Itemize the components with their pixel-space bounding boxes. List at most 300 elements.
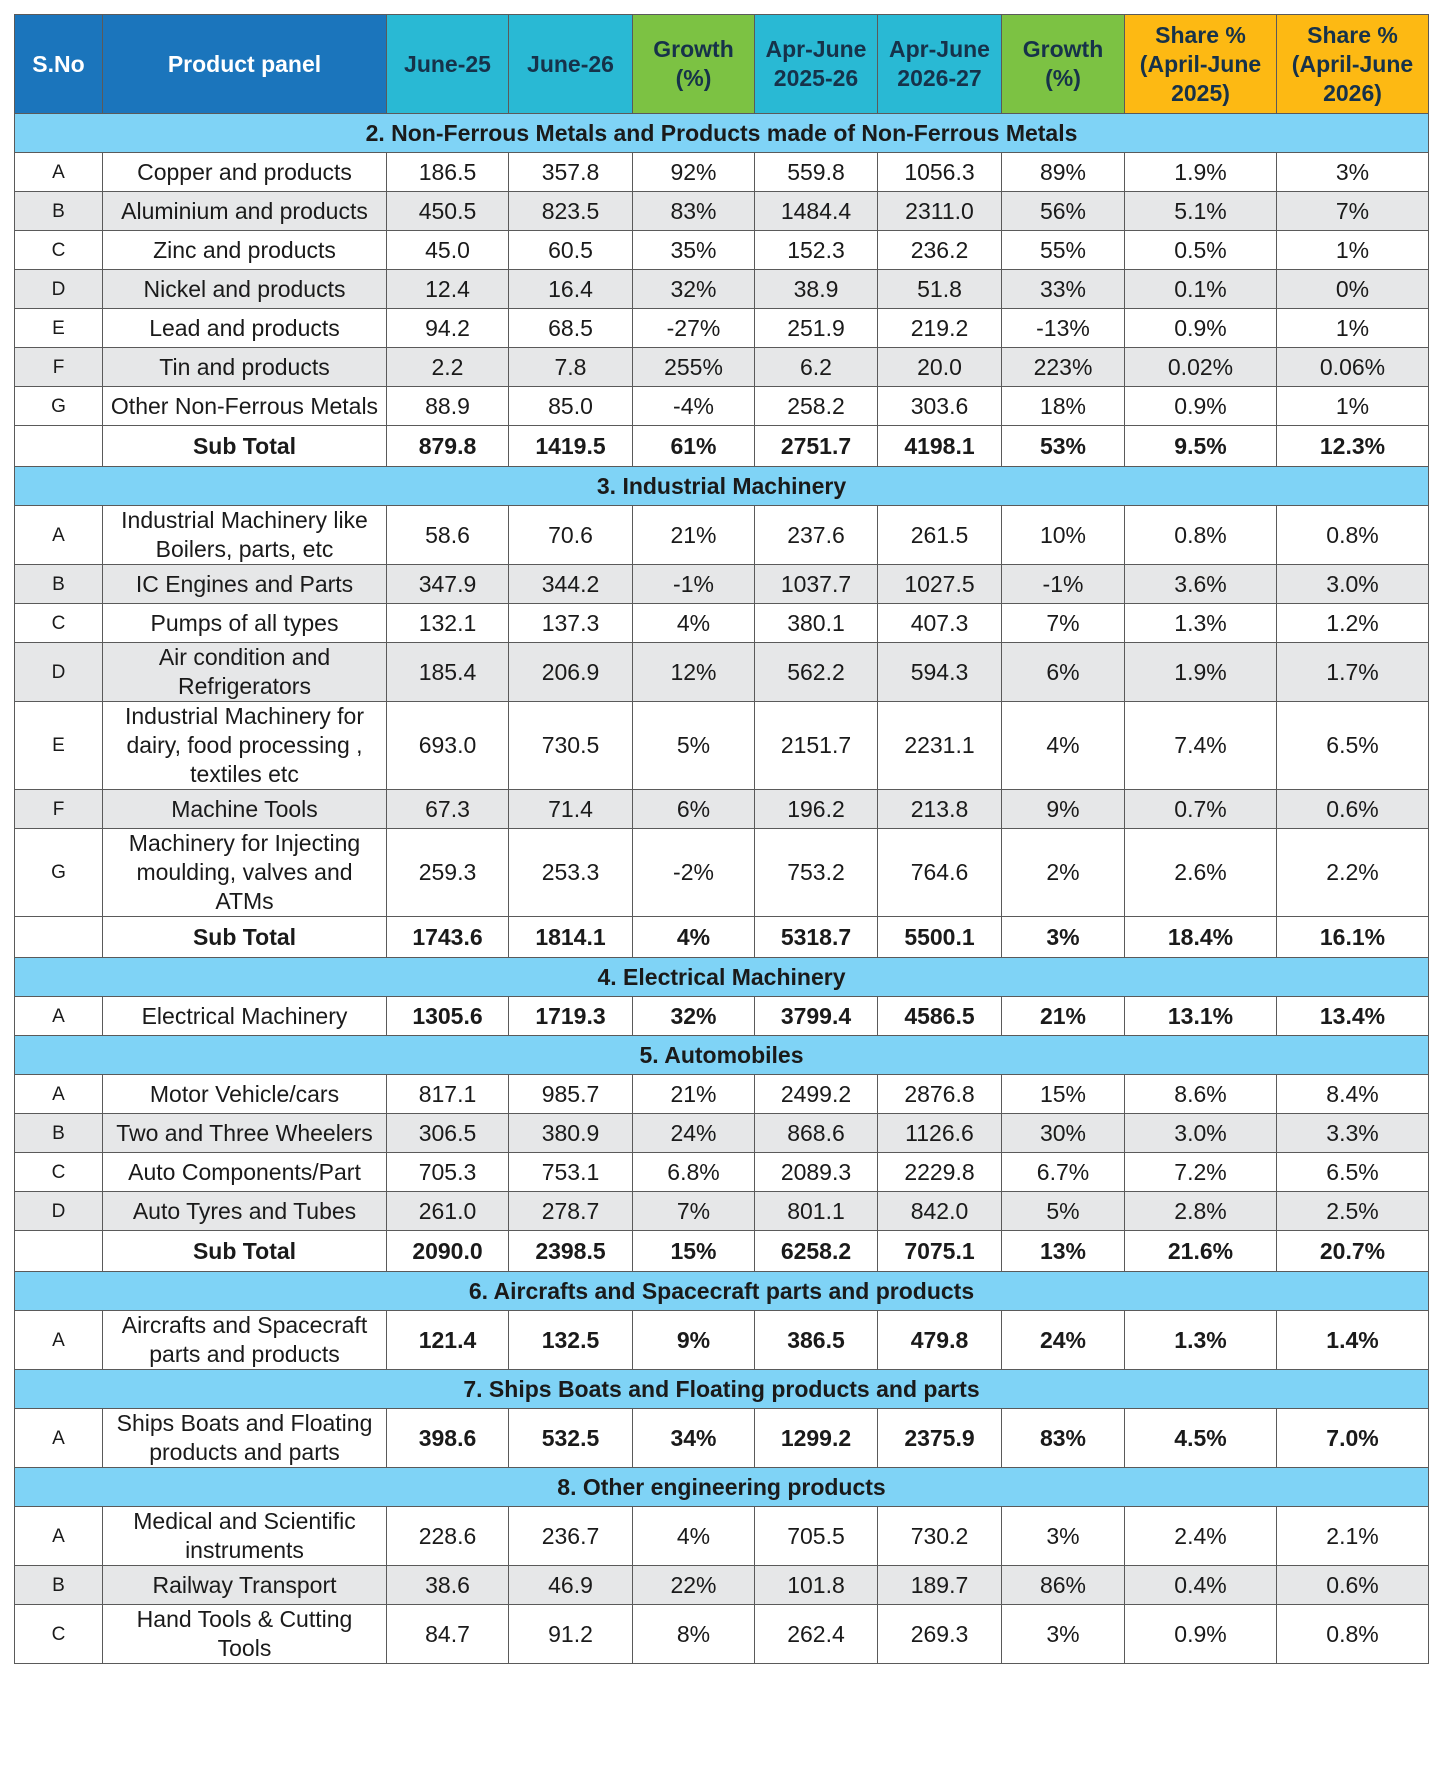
row-sno: A <box>15 153 103 192</box>
table-row <box>15 192 1429 231</box>
row-apr2526: 6.2 <box>755 348 878 387</box>
row-product-name: Two and Three Wheelers <box>103 1114 387 1153</box>
row-sno: E <box>15 309 103 348</box>
table-row <box>15 1311 1429 1370</box>
row-share2025: 0.8% <box>1125 506 1277 565</box>
subtotal-share2026: 12.3% <box>1277 426 1429 467</box>
row-growth1: 32% <box>633 997 755 1036</box>
row-product-name: IC Engines and Parts <box>103 565 387 604</box>
header-june-25: June-25 <box>387 15 509 114</box>
row-apr2627: 730.2 <box>878 1507 1002 1566</box>
table-row <box>15 1507 1429 1566</box>
row-product-name: Tin and products <box>103 348 387 387</box>
row-growth1: 83% <box>633 192 755 231</box>
row-growth1: 6.8% <box>633 1153 755 1192</box>
row-june26: 70.6 <box>509 506 633 565</box>
row-apr2526: 705.5 <box>755 1507 878 1566</box>
table-row <box>15 829 1429 917</box>
row-june25: 1305.6 <box>387 997 509 1036</box>
row-share2025: 5.1% <box>1125 192 1277 231</box>
row-growth1: 92% <box>633 153 755 192</box>
header-share-2025: Share % (April-June 2025) <box>1125 15 1277 114</box>
header-row <box>15 15 1429 114</box>
row-share2025: 8.6% <box>1125 1075 1277 1114</box>
table-row <box>15 348 1429 387</box>
row-share2025: 0.9% <box>1125 387 1277 426</box>
row-growth1: 35% <box>633 231 755 270</box>
row-share2026: 1% <box>1277 231 1429 270</box>
row-product-name: Ships Boats and Floating products and parts <box>103 1409 387 1468</box>
row-apr2627: 764.6 <box>878 829 1002 917</box>
subtotal-row <box>15 426 1429 467</box>
row-growth1: 21% <box>633 1075 755 1114</box>
row-share2026: 1% <box>1277 387 1429 426</box>
row-growth1: 12% <box>633 643 755 702</box>
row-share2026: 0% <box>1277 270 1429 309</box>
row-june25: 67.3 <box>387 790 509 829</box>
row-growth2: 5% <box>1002 1192 1125 1231</box>
table-row <box>15 1153 1429 1192</box>
row-growth1: 32% <box>633 270 755 309</box>
subtotal-apr2526: 5318.7 <box>755 917 878 958</box>
row-apr2526: 386.5 <box>755 1311 878 1370</box>
row-share2025: 0.9% <box>1125 309 1277 348</box>
row-apr2627: 1056.3 <box>878 153 1002 192</box>
row-june25: 88.9 <box>387 387 509 426</box>
subtotal-label: Sub Total <box>103 917 387 958</box>
row-growth2: 89% <box>1002 153 1125 192</box>
table-header <box>15 15 1429 114</box>
row-apr2627: 479.8 <box>878 1311 1002 1370</box>
row-june26: 91.2 <box>509 1605 633 1664</box>
subtotal-sno <box>15 426 103 467</box>
row-share2025: 2.4% <box>1125 1507 1277 1566</box>
row-growth2: 15% <box>1002 1075 1125 1114</box>
section-title: 7. Ships Boats and Floating products and parts <box>15 1370 1429 1409</box>
section-title: 2. Non-Ferrous Metals and Products made of Non-Ferrous Metals <box>15 114 1429 153</box>
row-product-name: Industrial Machinery for dairy, food processing , textiles etc <box>103 702 387 790</box>
table-row <box>15 1409 1429 1468</box>
row-june25: 84.7 <box>387 1605 509 1664</box>
row-growth2: 56% <box>1002 192 1125 231</box>
row-product-name: Aluminium and products <box>103 192 387 231</box>
row-june26: 532.5 <box>509 1409 633 1468</box>
row-june25: 45.0 <box>387 231 509 270</box>
header-growth-month: Growth (%) <box>633 15 755 114</box>
row-sno: E <box>15 702 103 790</box>
row-share2026: 0.06% <box>1277 348 1429 387</box>
row-growth1: 9% <box>633 1311 755 1370</box>
row-june26: 1719.3 <box>509 997 633 1036</box>
row-growth2: 3% <box>1002 1605 1125 1664</box>
row-apr2627: 2229.8 <box>878 1153 1002 1192</box>
section-header-row <box>15 958 1429 997</box>
header-share-2026: Share % (April-June 2026) <box>1277 15 1429 114</box>
row-product-name: Air condition and Refrigerators <box>103 643 387 702</box>
row-apr2627: 2231.1 <box>878 702 1002 790</box>
row-share2026: 3.3% <box>1277 1114 1429 1153</box>
row-share2026: 0.6% <box>1277 1566 1429 1605</box>
row-apr2526: 1299.2 <box>755 1409 878 1468</box>
row-share2026: 0.6% <box>1277 790 1429 829</box>
row-growth2: 86% <box>1002 1566 1125 1605</box>
row-growth1: -1% <box>633 565 755 604</box>
row-june26: 60.5 <box>509 231 633 270</box>
header-apr-june-2025-26: Apr-June 2025-26 <box>755 15 878 114</box>
subtotal-june25: 2090.0 <box>387 1231 509 1272</box>
row-sno: C <box>15 1605 103 1664</box>
row-sno: F <box>15 790 103 829</box>
row-share2025: 0.1% <box>1125 270 1277 309</box>
row-sno: D <box>15 1192 103 1231</box>
subtotal-apr2526: 2751.7 <box>755 426 878 467</box>
subtotal-share2025: 18.4% <box>1125 917 1277 958</box>
row-apr2627: 303.6 <box>878 387 1002 426</box>
row-share2026: 7.0% <box>1277 1409 1429 1468</box>
row-june26: 46.9 <box>509 1566 633 1605</box>
row-sno: A <box>15 506 103 565</box>
row-apr2526: 262.4 <box>755 1605 878 1664</box>
row-june26: 68.5 <box>509 309 633 348</box>
section-title: 8. Other engineering products <box>15 1468 1429 1507</box>
row-product-name: Motor Vehicle/cars <box>103 1075 387 1114</box>
table-row <box>15 790 1429 829</box>
row-june26: 236.7 <box>509 1507 633 1566</box>
row-growth2: 24% <box>1002 1311 1125 1370</box>
row-growth2: -1% <box>1002 565 1125 604</box>
row-growth2: 33% <box>1002 270 1125 309</box>
row-product-name: Aircrafts and Spacecraft parts and products <box>103 1311 387 1370</box>
row-share2026: 0.8% <box>1277 1605 1429 1664</box>
row-share2026: 3% <box>1277 153 1429 192</box>
row-june25: 132.1 <box>387 604 509 643</box>
table-row <box>15 1114 1429 1153</box>
row-june25: 450.5 <box>387 192 509 231</box>
table-row <box>15 1566 1429 1605</box>
subtotal-share2025: 21.6% <box>1125 1231 1277 1272</box>
row-product-name: Copper and products <box>103 153 387 192</box>
row-share2026: 1.4% <box>1277 1311 1429 1370</box>
row-share2026: 6.5% <box>1277 1153 1429 1192</box>
table-row <box>15 309 1429 348</box>
row-june25: 693.0 <box>387 702 509 790</box>
row-growth1: 34% <box>633 1409 755 1468</box>
subtotal-june26: 1419.5 <box>509 426 633 467</box>
row-share2025: 2.8% <box>1125 1192 1277 1231</box>
row-june26: 985.7 <box>509 1075 633 1114</box>
row-sno: B <box>15 1566 103 1605</box>
table-row <box>15 997 1429 1036</box>
row-sno: A <box>15 1075 103 1114</box>
row-apr2627: 213.8 <box>878 790 1002 829</box>
row-june26: 253.3 <box>509 829 633 917</box>
subtotal-june25: 1743.6 <box>387 917 509 958</box>
row-growth1: 255% <box>633 348 755 387</box>
subtotal-apr2627: 5500.1 <box>878 917 1002 958</box>
row-june25: 306.5 <box>387 1114 509 1153</box>
row-apr2627: 219.2 <box>878 309 1002 348</box>
row-apr2526: 152.3 <box>755 231 878 270</box>
row-share2026: 6.5% <box>1277 702 1429 790</box>
row-june25: 261.0 <box>387 1192 509 1231</box>
section-header-row <box>15 1370 1429 1409</box>
row-sno: B <box>15 192 103 231</box>
subtotal-growth2: 13% <box>1002 1231 1125 1272</box>
subtotal-share2026: 16.1% <box>1277 917 1429 958</box>
row-growth2: 7% <box>1002 604 1125 643</box>
row-june26: 137.3 <box>509 604 633 643</box>
row-growth1: 8% <box>633 1605 755 1664</box>
row-apr2526: 1037.7 <box>755 565 878 604</box>
row-june25: 38.6 <box>387 1566 509 1605</box>
row-growth1: 4% <box>633 604 755 643</box>
row-growth2: 10% <box>1002 506 1125 565</box>
row-june26: 753.1 <box>509 1153 633 1192</box>
row-share2025: 0.9% <box>1125 1605 1277 1664</box>
row-june25: 186.5 <box>387 153 509 192</box>
row-apr2627: 236.2 <box>878 231 1002 270</box>
row-apr2627: 269.3 <box>878 1605 1002 1664</box>
row-share2025: 4.5% <box>1125 1409 1277 1468</box>
row-growth1: 22% <box>633 1566 755 1605</box>
row-product-name: Electrical Machinery <box>103 997 387 1036</box>
row-growth2: -13% <box>1002 309 1125 348</box>
row-growth2: 6.7% <box>1002 1153 1125 1192</box>
row-sno: C <box>15 1153 103 1192</box>
table-row <box>15 1075 1429 1114</box>
table-row <box>15 387 1429 426</box>
row-share2025: 7.2% <box>1125 1153 1277 1192</box>
subtotal-row <box>15 917 1429 958</box>
row-sno: A <box>15 997 103 1036</box>
row-june25: 94.2 <box>387 309 509 348</box>
row-apr2526: 380.1 <box>755 604 878 643</box>
row-sno: G <box>15 387 103 426</box>
section-header-row <box>15 1272 1429 1311</box>
row-growth1: -2% <box>633 829 755 917</box>
row-sno: G <box>15 829 103 917</box>
row-share2026: 1.2% <box>1277 604 1429 643</box>
engineering-exports-table <box>14 14 1429 1664</box>
row-apr2526: 753.2 <box>755 829 878 917</box>
row-june25: 58.6 <box>387 506 509 565</box>
row-share2025: 1.3% <box>1125 1311 1277 1370</box>
section-header-row <box>15 1036 1429 1075</box>
row-apr2627: 51.8 <box>878 270 1002 309</box>
row-apr2627: 407.3 <box>878 604 1002 643</box>
header-product-panel: Product panel <box>103 15 387 114</box>
row-share2026: 3.0% <box>1277 565 1429 604</box>
subtotal-growth1: 15% <box>633 1231 755 1272</box>
subtotal-apr2627: 4198.1 <box>878 426 1002 467</box>
row-apr2627: 842.0 <box>878 1192 1002 1231</box>
row-june26: 71.4 <box>509 790 633 829</box>
header-growth-quarter: Growth (%) <box>1002 15 1125 114</box>
row-share2025: 3.6% <box>1125 565 1277 604</box>
table-row <box>15 153 1429 192</box>
row-apr2526: 2499.2 <box>755 1075 878 1114</box>
header-apr-june-2026-27: Apr-June 2026-27 <box>878 15 1002 114</box>
subtotal-june25: 879.8 <box>387 426 509 467</box>
row-apr2526: 1484.4 <box>755 192 878 231</box>
row-share2026: 8.4% <box>1277 1075 1429 1114</box>
row-apr2526: 38.9 <box>755 270 878 309</box>
table-row <box>15 702 1429 790</box>
row-june25: 2.2 <box>387 348 509 387</box>
table-row <box>15 565 1429 604</box>
row-june25: 121.4 <box>387 1311 509 1370</box>
row-growth2: 18% <box>1002 387 1125 426</box>
row-apr2526: 2089.3 <box>755 1153 878 1192</box>
row-sno: D <box>15 270 103 309</box>
row-june26: 7.8 <box>509 348 633 387</box>
row-share2025: 0.02% <box>1125 348 1277 387</box>
subtotal-june26: 2398.5 <box>509 1231 633 1272</box>
row-growth2: 21% <box>1002 997 1125 1036</box>
section-title: 6. Aircrafts and Spacecraft parts and products <box>15 1272 1429 1311</box>
row-apr2627: 1027.5 <box>878 565 1002 604</box>
row-apr2526: 801.1 <box>755 1192 878 1231</box>
header-sno: S.No <box>15 15 103 114</box>
row-june26: 206.9 <box>509 643 633 702</box>
subtotal-growth1: 61% <box>633 426 755 467</box>
section-header-row <box>15 114 1429 153</box>
table-row <box>15 643 1429 702</box>
row-share2025: 7.4% <box>1125 702 1277 790</box>
row-june25: 259.3 <box>387 829 509 917</box>
row-product-name: Medical and Scientific instruments <box>103 1507 387 1566</box>
row-apr2526: 101.8 <box>755 1566 878 1605</box>
row-share2026: 1.7% <box>1277 643 1429 702</box>
table-row <box>15 604 1429 643</box>
header-june-26: June-26 <box>509 15 633 114</box>
table-body <box>15 114 1429 1664</box>
row-share2025: 3.0% <box>1125 1114 1277 1153</box>
row-june25: 817.1 <box>387 1075 509 1114</box>
row-share2025: 2.6% <box>1125 829 1277 917</box>
row-sno: C <box>15 231 103 270</box>
row-product-name: Railway Transport <box>103 1566 387 1605</box>
row-june25: 398.6 <box>387 1409 509 1468</box>
row-share2025: 1.3% <box>1125 604 1277 643</box>
row-sno: C <box>15 604 103 643</box>
row-june25: 705.3 <box>387 1153 509 1192</box>
row-product-name: Auto Components/Part <box>103 1153 387 1192</box>
row-apr2526: 237.6 <box>755 506 878 565</box>
row-apr2526: 196.2 <box>755 790 878 829</box>
row-apr2526: 868.6 <box>755 1114 878 1153</box>
section-header-row <box>15 467 1429 506</box>
row-growth1: 6% <box>633 790 755 829</box>
row-growth1: 4% <box>633 1507 755 1566</box>
row-share2026: 2.1% <box>1277 1507 1429 1566</box>
row-apr2526: 251.9 <box>755 309 878 348</box>
row-june26: 380.9 <box>509 1114 633 1153</box>
row-share2025: 0.4% <box>1125 1566 1277 1605</box>
row-sno: B <box>15 1114 103 1153</box>
row-product-name: Pumps of all types <box>103 604 387 643</box>
row-apr2627: 2375.9 <box>878 1409 1002 1468</box>
row-product-name: Hand Tools & Cutting Tools <box>103 1605 387 1664</box>
row-growth2: 4% <box>1002 702 1125 790</box>
subtotal-share2026: 20.7% <box>1277 1231 1429 1272</box>
row-apr2627: 2311.0 <box>878 192 1002 231</box>
row-june25: 185.4 <box>387 643 509 702</box>
row-growth2: 223% <box>1002 348 1125 387</box>
subtotal-row <box>15 1231 1429 1272</box>
row-product-name: Lead and products <box>103 309 387 348</box>
row-june25: 228.6 <box>387 1507 509 1566</box>
row-growth2: 83% <box>1002 1409 1125 1468</box>
table-row <box>15 506 1429 565</box>
row-june25: 347.9 <box>387 565 509 604</box>
subtotal-sno <box>15 1231 103 1272</box>
row-apr2526: 559.8 <box>755 153 878 192</box>
row-apr2627: 2876.8 <box>878 1075 1002 1114</box>
row-apr2627: 189.7 <box>878 1566 1002 1605</box>
row-apr2526: 562.2 <box>755 643 878 702</box>
table-row <box>15 231 1429 270</box>
row-june26: 823.5 <box>509 192 633 231</box>
row-june26: 344.2 <box>509 565 633 604</box>
row-share2026: 0.8% <box>1277 506 1429 565</box>
row-apr2526: 3799.4 <box>755 997 878 1036</box>
section-title: 4. Electrical Machinery <box>15 958 1429 997</box>
row-share2025: 0.5% <box>1125 231 1277 270</box>
row-share2026: 2.5% <box>1277 1192 1429 1231</box>
subtotal-apr2526: 6258.2 <box>755 1231 878 1272</box>
row-sno: B <box>15 565 103 604</box>
row-share2026: 7% <box>1277 192 1429 231</box>
row-product-name: Nickel and products <box>103 270 387 309</box>
row-growth1: 7% <box>633 1192 755 1231</box>
row-apr2627: 4586.5 <box>878 997 1002 1036</box>
row-share2025: 13.1% <box>1125 997 1277 1036</box>
row-growth2: 3% <box>1002 1507 1125 1566</box>
section-title: 5. Automobiles <box>15 1036 1429 1075</box>
row-june26: 132.5 <box>509 1311 633 1370</box>
row-growth1: -27% <box>633 309 755 348</box>
row-june26: 16.4 <box>509 270 633 309</box>
subtotal-growth1: 4% <box>633 917 755 958</box>
row-sno: D <box>15 643 103 702</box>
table-row <box>15 1192 1429 1231</box>
row-growth2: 2% <box>1002 829 1125 917</box>
row-june26: 730.5 <box>509 702 633 790</box>
row-sno: A <box>15 1409 103 1468</box>
row-growth1: 5% <box>633 702 755 790</box>
row-growth1: 21% <box>633 506 755 565</box>
row-share2026: 1% <box>1277 309 1429 348</box>
row-apr2526: 2151.7 <box>755 702 878 790</box>
row-apr2526: 258.2 <box>755 387 878 426</box>
subtotal-apr2627: 7075.1 <box>878 1231 1002 1272</box>
row-june26: 278.7 <box>509 1192 633 1231</box>
row-june26: 85.0 <box>509 387 633 426</box>
row-growth1: -4% <box>633 387 755 426</box>
row-growth2: 55% <box>1002 231 1125 270</box>
row-product-name: Industrial Machinery like Boilers, parts, etc <box>103 506 387 565</box>
row-share2025: 1.9% <box>1125 643 1277 702</box>
subtotal-label: Sub Total <box>103 1231 387 1272</box>
row-growth1: 24% <box>633 1114 755 1153</box>
row-product-name: Auto Tyres and Tubes <box>103 1192 387 1231</box>
row-share2025: 1.9% <box>1125 153 1277 192</box>
row-apr2627: 594.3 <box>878 643 1002 702</box>
subtotal-sno <box>15 917 103 958</box>
row-product-name: Machinery for Injecting moulding, valves and ATMs <box>103 829 387 917</box>
table-row <box>15 270 1429 309</box>
